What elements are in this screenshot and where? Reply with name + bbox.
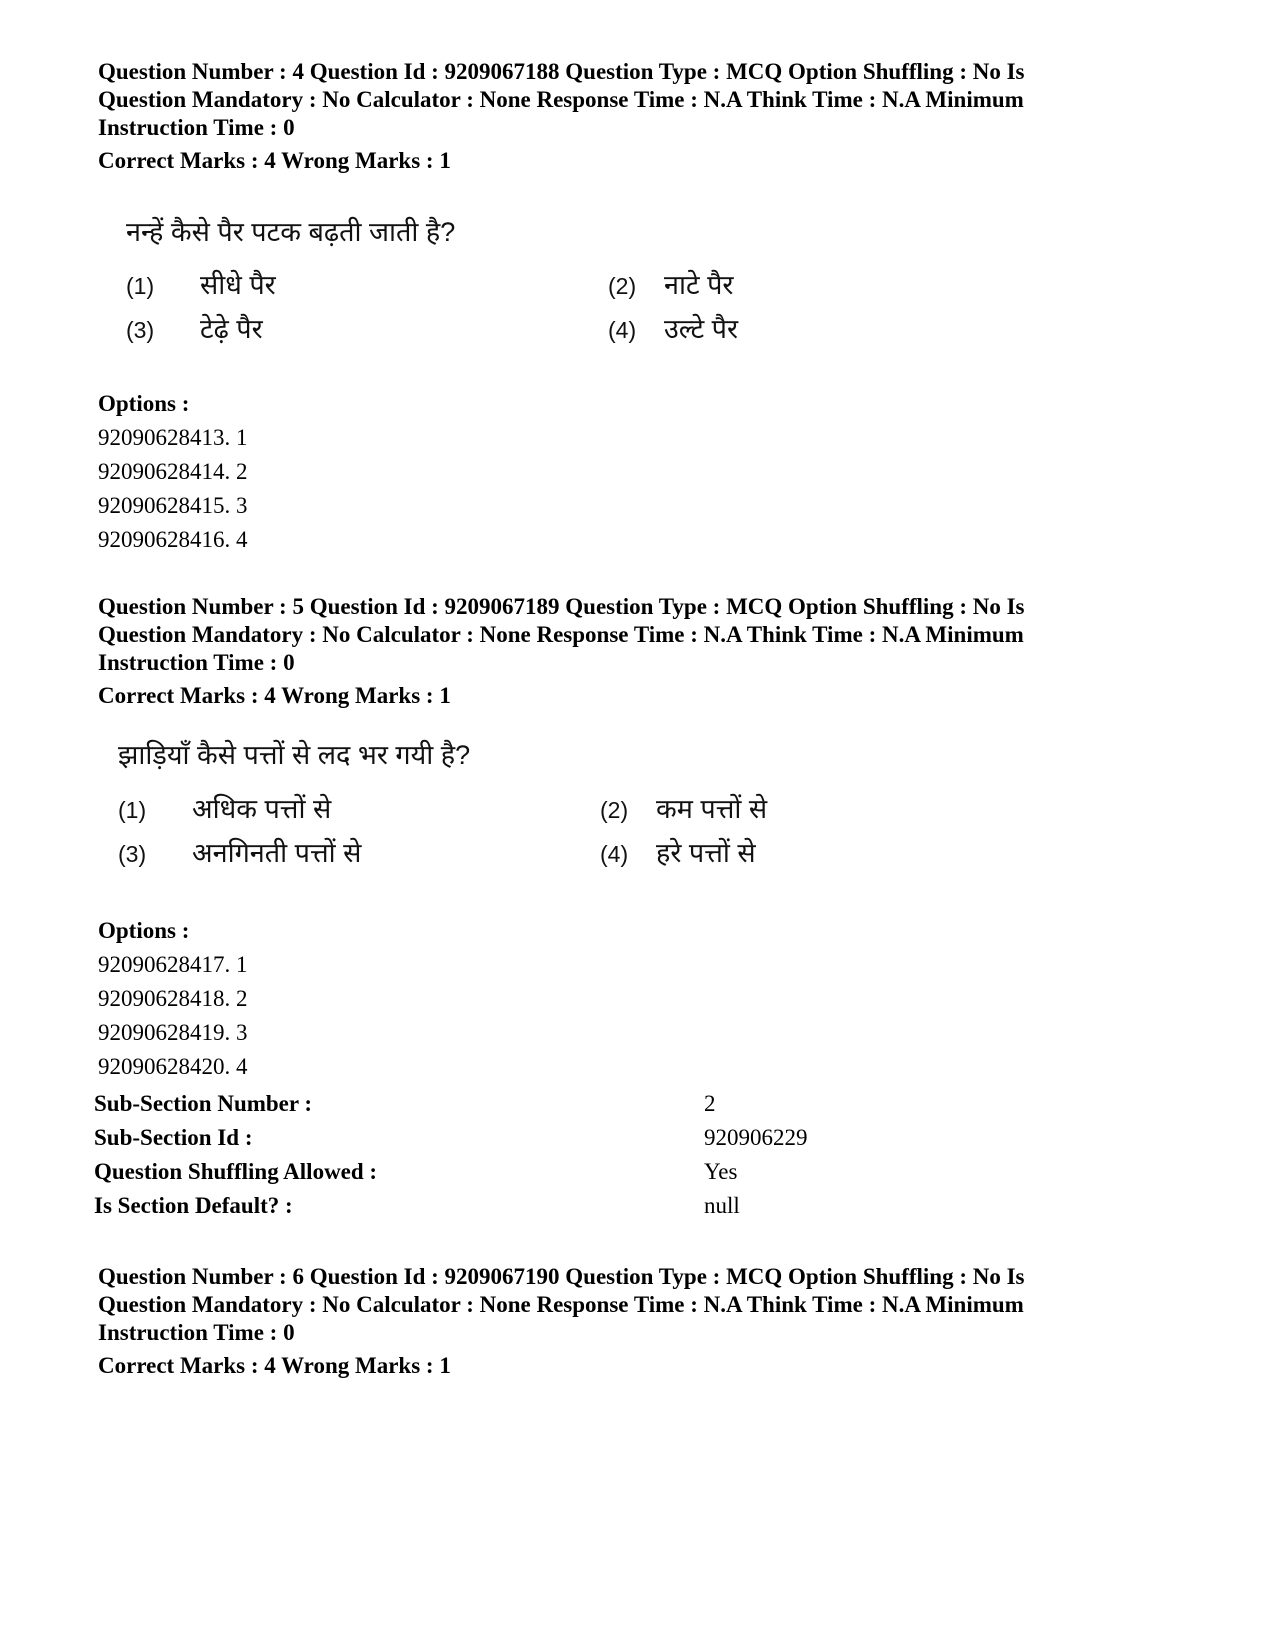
question-5-choice-2 [600,792,767,827]
question-meta-line: Question Number : 5 Question Id : 9209067189 Question Type : MCQ Option Shuffling : No Is [98,594,1025,619]
section-default-value: null [704,1193,740,1218]
question-4-choice-1 [126,268,276,303]
question-5-header [98,593,1158,710]
question-shuffling-value: Yes [704,1159,738,1184]
question-meta-line: Instruction Time : 0 [98,1320,295,1345]
subsection-number-value: 2 [704,1091,716,1116]
choice-text: कम पत्तों से [656,794,768,824]
choice-number: (4) [608,317,637,343]
question-4-header [98,58,1158,175]
choice-number: (3) [118,841,147,867]
question-6-header [98,1263,1158,1380]
option-id-line: 92090628417. 1 [98,952,248,977]
question-meta-line: Question Mandatory : No Calculator : None Response Time : N.A Think Time : N.A Minimum [98,87,1024,112]
choice-text: अधिक पत्तों से [192,794,332,824]
choice-text: टेढ़े पैर [200,314,263,344]
question-4-choice-2 [608,268,733,303]
choice-text: अनगिनती पत्तों से [192,838,362,868]
choice-text: हरे पत्तों से [656,838,756,868]
question-meta-line: Question Number : 4 Question Id : 9209067188 Question Type : MCQ Option Shuffling : No Is [98,59,1025,84]
subsection-number-label: Sub-Section Number : [94,1091,313,1116]
question-4-stem: नन्हें कैसे पैर पटक बढ़ती जाती है? [126,217,456,247]
question-marks: Correct Marks : 4 Wrong Marks : 1 [98,148,451,173]
question-5-stem: झाड़ियाँ कैसे पत्तों से लद भर गयी है? [118,740,471,770]
options-heading: Options : [98,918,190,943]
choice-number: (2) [608,273,637,299]
question-meta-line: Question Mandatory : No Calculator : None Response Time : N.A Think Time : N.A Minimum [98,622,1024,647]
subsection-id-label: Sub-Section Id : [94,1125,253,1150]
question-5-choice-1 [118,792,331,827]
option-id-line: 92090628420. 4 [98,1054,248,1079]
question-meta-line: Question Mandatory : No Calculator : None Response Time : N.A Think Time : N.A Minimum [98,1292,1024,1317]
choice-number: (1) [118,797,147,823]
question-meta-line: Question Number : 6 Question Id : 9209067190 Question Type : MCQ Option Shuffling : No Is [98,1264,1025,1289]
option-id-line: 92090628419. 3 [98,1020,248,1045]
option-id-line: 92090628415. 3 [98,493,248,518]
option-id-line: 92090628416. 4 [98,527,248,552]
choice-number: (4) [600,841,629,867]
question-4-choice-3 [126,312,263,347]
choice-text: सीधे पैर [200,270,276,300]
choice-text: नाटे पैर [664,270,734,300]
question-5-choice-3 [118,836,361,871]
options-heading: Options : [98,391,190,416]
question-meta-line: Instruction Time : 0 [98,115,295,140]
choice-number: (3) [126,317,155,343]
question-meta-line: Instruction Time : 0 [98,650,295,675]
question-5-choice-4 [600,836,756,871]
option-id-line: 92090628414. 2 [98,459,248,484]
question-shuffling-label: Question Shuffling Allowed : [94,1159,378,1184]
question-4-choice-4 [608,312,738,347]
choice-number: (2) [600,797,629,823]
subsection-id-value: 920906229 [704,1125,808,1150]
choice-number: (1) [126,273,155,299]
question-marks: Correct Marks : 4 Wrong Marks : 1 [98,1353,451,1378]
choice-text: उल्टे पैर [664,314,739,344]
option-id-line: 92090628413. 1 [98,425,248,450]
option-id-line: 92090628418. 2 [98,986,248,1011]
question-marks: Correct Marks : 4 Wrong Marks : 1 [98,683,451,708]
section-default-label: Is Section Default? : [94,1193,293,1218]
